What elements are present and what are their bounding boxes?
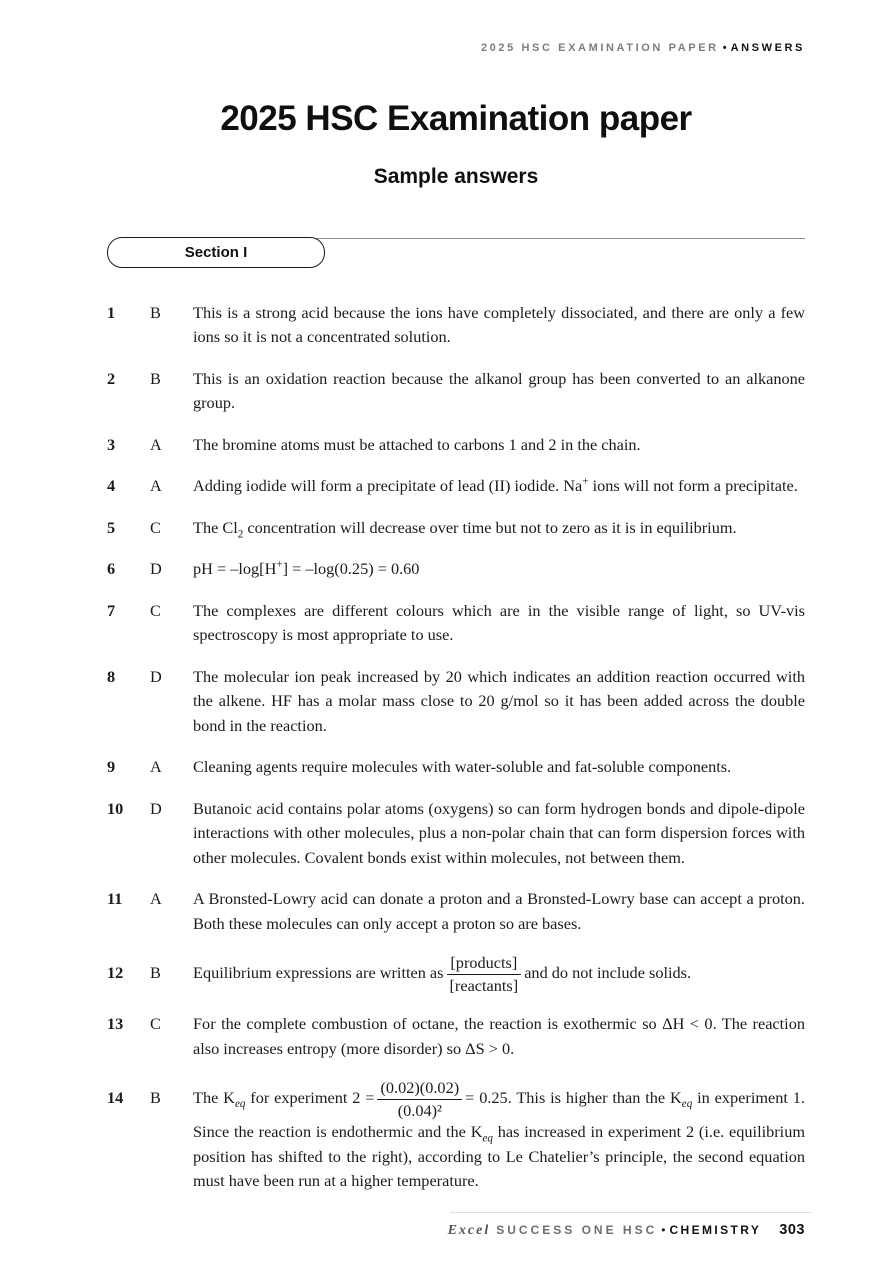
answer-letter: A xyxy=(150,757,162,777)
answer-text: The $K_{eq}$ for experiment 2 = $\frac{(0.02)(0.02)}{\text{(0.04)²}}$ = 0.25. This is higher than the $K_{eq}$ in experiment 1. Since the reaction is endothermic and the $K_{eq}$ has increased in experiment 2 (i.e. equilibrium position has shifted to the right), according to Le Chatelier’s principle, the second equation must have been run at a higher temperature. xyxy=(193,1078,806,1191)
answer-text: The molecular ion peak increased by 20 which indicates an addition reaction occurred with the alkene. HF has a molar mass close to 20 g/mol so it has been added across the double bond in the reaction. xyxy=(193,666,805,735)
fraction-denominator: (0.04)² xyxy=(397,1100,442,1120)
answer-letter: C xyxy=(150,600,161,620)
answer-number: 14 xyxy=(107,1087,124,1107)
fraction xyxy=(377,1078,462,1120)
answer-number: 8 xyxy=(107,666,116,686)
answer-text: The $Cl_2$ concentration will decrease over time but not to zero as it is in equilibrium. xyxy=(193,517,737,540)
answer-letter: A xyxy=(150,434,162,454)
page-subtitle: Sample answers xyxy=(373,164,539,188)
subscript-italic xyxy=(482,1133,492,1145)
fraction xyxy=(447,953,522,995)
answer-letter: B xyxy=(150,368,161,388)
answer-number: 11 xyxy=(107,889,123,909)
answer-letter: C xyxy=(150,1014,161,1034)
answer-row xyxy=(107,516,805,541)
running-head-separator-icon: • xyxy=(722,42,727,54)
running-head-title: 2025 HSC EXAMINATION PAPER xyxy=(480,42,719,54)
footer-subject-label: CHEMISTRY xyxy=(669,1223,762,1237)
answer-number: 12 xyxy=(107,962,124,982)
answer-number: 1 xyxy=(107,302,116,322)
answer-text: For the complete combustion of octane, the reaction is exothermic so ΔH < 0. The reaction also increases entropy (more disorder) so ΔS > 0. xyxy=(193,1014,805,1058)
answer-number: 2 xyxy=(107,368,116,388)
answer-text: Equilibrium expressions are written as $\frac{\text{[products]}}{\text{[reactants]}}$ and do not include solids. xyxy=(193,953,692,995)
answer-row xyxy=(107,797,805,871)
answer-row xyxy=(107,755,805,780)
running-head-answers-label: ANSWERS xyxy=(730,42,805,54)
answer-letter: B xyxy=(150,302,161,322)
fraction-numerator: (0.02)(0.02) xyxy=(377,1078,462,1100)
answer-number: 4 xyxy=(107,476,116,496)
subscript-italic xyxy=(235,1098,245,1110)
running-head xyxy=(107,0,805,54)
section-label: Section I xyxy=(184,243,248,261)
subscript-italic-text: eq xyxy=(234,1098,246,1111)
answer-number: 9 xyxy=(107,757,116,777)
answer-text: This is an oxidation reaction because the alkanol group has been converted to an alkanone group. xyxy=(193,368,805,413)
answer-text: A Bronsted-Lowry acid can donate a proton and a Bronsted-Lowry base can accept a proton. Both these molecules can only accept a proton so are bases. xyxy=(193,889,805,933)
answer-number: 5 xyxy=(107,517,116,537)
answer-row xyxy=(107,1012,805,1061)
section-pill xyxy=(107,237,325,268)
answer-letter: B xyxy=(150,962,161,982)
section-divider xyxy=(107,238,805,268)
superscript: + xyxy=(276,558,283,571)
page-title: 2025 HSC Examination paper xyxy=(220,99,692,138)
answer-letter: D xyxy=(150,559,162,579)
answer-number: 10 xyxy=(107,798,124,818)
fraction-denominator: [reactants] xyxy=(449,975,519,995)
answer-row xyxy=(107,557,805,582)
answer-letter: A xyxy=(150,476,162,496)
answer-letter: D xyxy=(150,798,162,818)
answer-letter: C xyxy=(150,517,161,537)
answer-text: The complexes are different colours which are in the visible range of light, so UV-vis spectroscopy is most appropriate to use. xyxy=(193,600,805,645)
answer-number: 6 xyxy=(107,559,116,579)
subscript-italic xyxy=(682,1098,692,1110)
answer-row xyxy=(107,474,805,499)
footer-rule xyxy=(450,1212,812,1213)
answer-row xyxy=(107,367,805,416)
answer-number: 3 xyxy=(107,434,116,454)
footer-separator-icon: • xyxy=(661,1223,666,1237)
answer-text: This is a strong acid because the ions have completely dissociated, and there are only a few ions so it is not a concentrated solution. xyxy=(193,302,805,347)
footer-series-label: SUCCESS ONE HSC xyxy=(496,1223,658,1237)
answer-row xyxy=(107,301,805,350)
superscript: + xyxy=(582,475,589,488)
answers-list xyxy=(107,301,805,1194)
answer-row xyxy=(107,433,805,458)
subscript: 2 xyxy=(237,527,244,540)
answer-text: Cleaning agents require molecules with water-soluble and fat-soluble components. xyxy=(193,757,732,777)
answer-row xyxy=(107,1078,805,1194)
answer-letter: A xyxy=(150,889,162,909)
answer-text: pH = –log[H+] = –log(0.25) = 0.60 xyxy=(193,558,420,579)
fraction-numerator: [products] xyxy=(447,953,522,975)
answer-letter: B xyxy=(150,1087,161,1107)
brand-logo: Excel xyxy=(447,1223,491,1238)
answer-number: 13 xyxy=(107,1014,124,1034)
answer-text: Adding iodide will form a precipitate of lead (II) iodide. Na+ ions will not form a precipitate. xyxy=(193,475,798,496)
subscript-italic-text: eq xyxy=(681,1098,693,1111)
answer-text: The bromine atoms must be attached to carbons 1 and 2 in the chain. xyxy=(193,434,641,454)
answer-row xyxy=(107,953,805,995)
answer-letter: D xyxy=(150,666,162,686)
answer-row xyxy=(107,665,805,739)
subscript-italic-text: eq xyxy=(482,1132,493,1145)
answer-row xyxy=(107,599,805,648)
page-number: 303 xyxy=(779,1222,805,1238)
page-footer xyxy=(448,1222,805,1239)
answer-number: 7 xyxy=(107,600,116,620)
answer-text: Butanoic acid contains polar atoms (oxygens) so can form hydrogen bonds and dipole-dipole interactions with other molecules, plus a non-polar chain that can form dispersion forces with other molecules. Covalent bonds exist within molecules, not between them. xyxy=(193,798,805,867)
answer-row xyxy=(107,887,805,936)
